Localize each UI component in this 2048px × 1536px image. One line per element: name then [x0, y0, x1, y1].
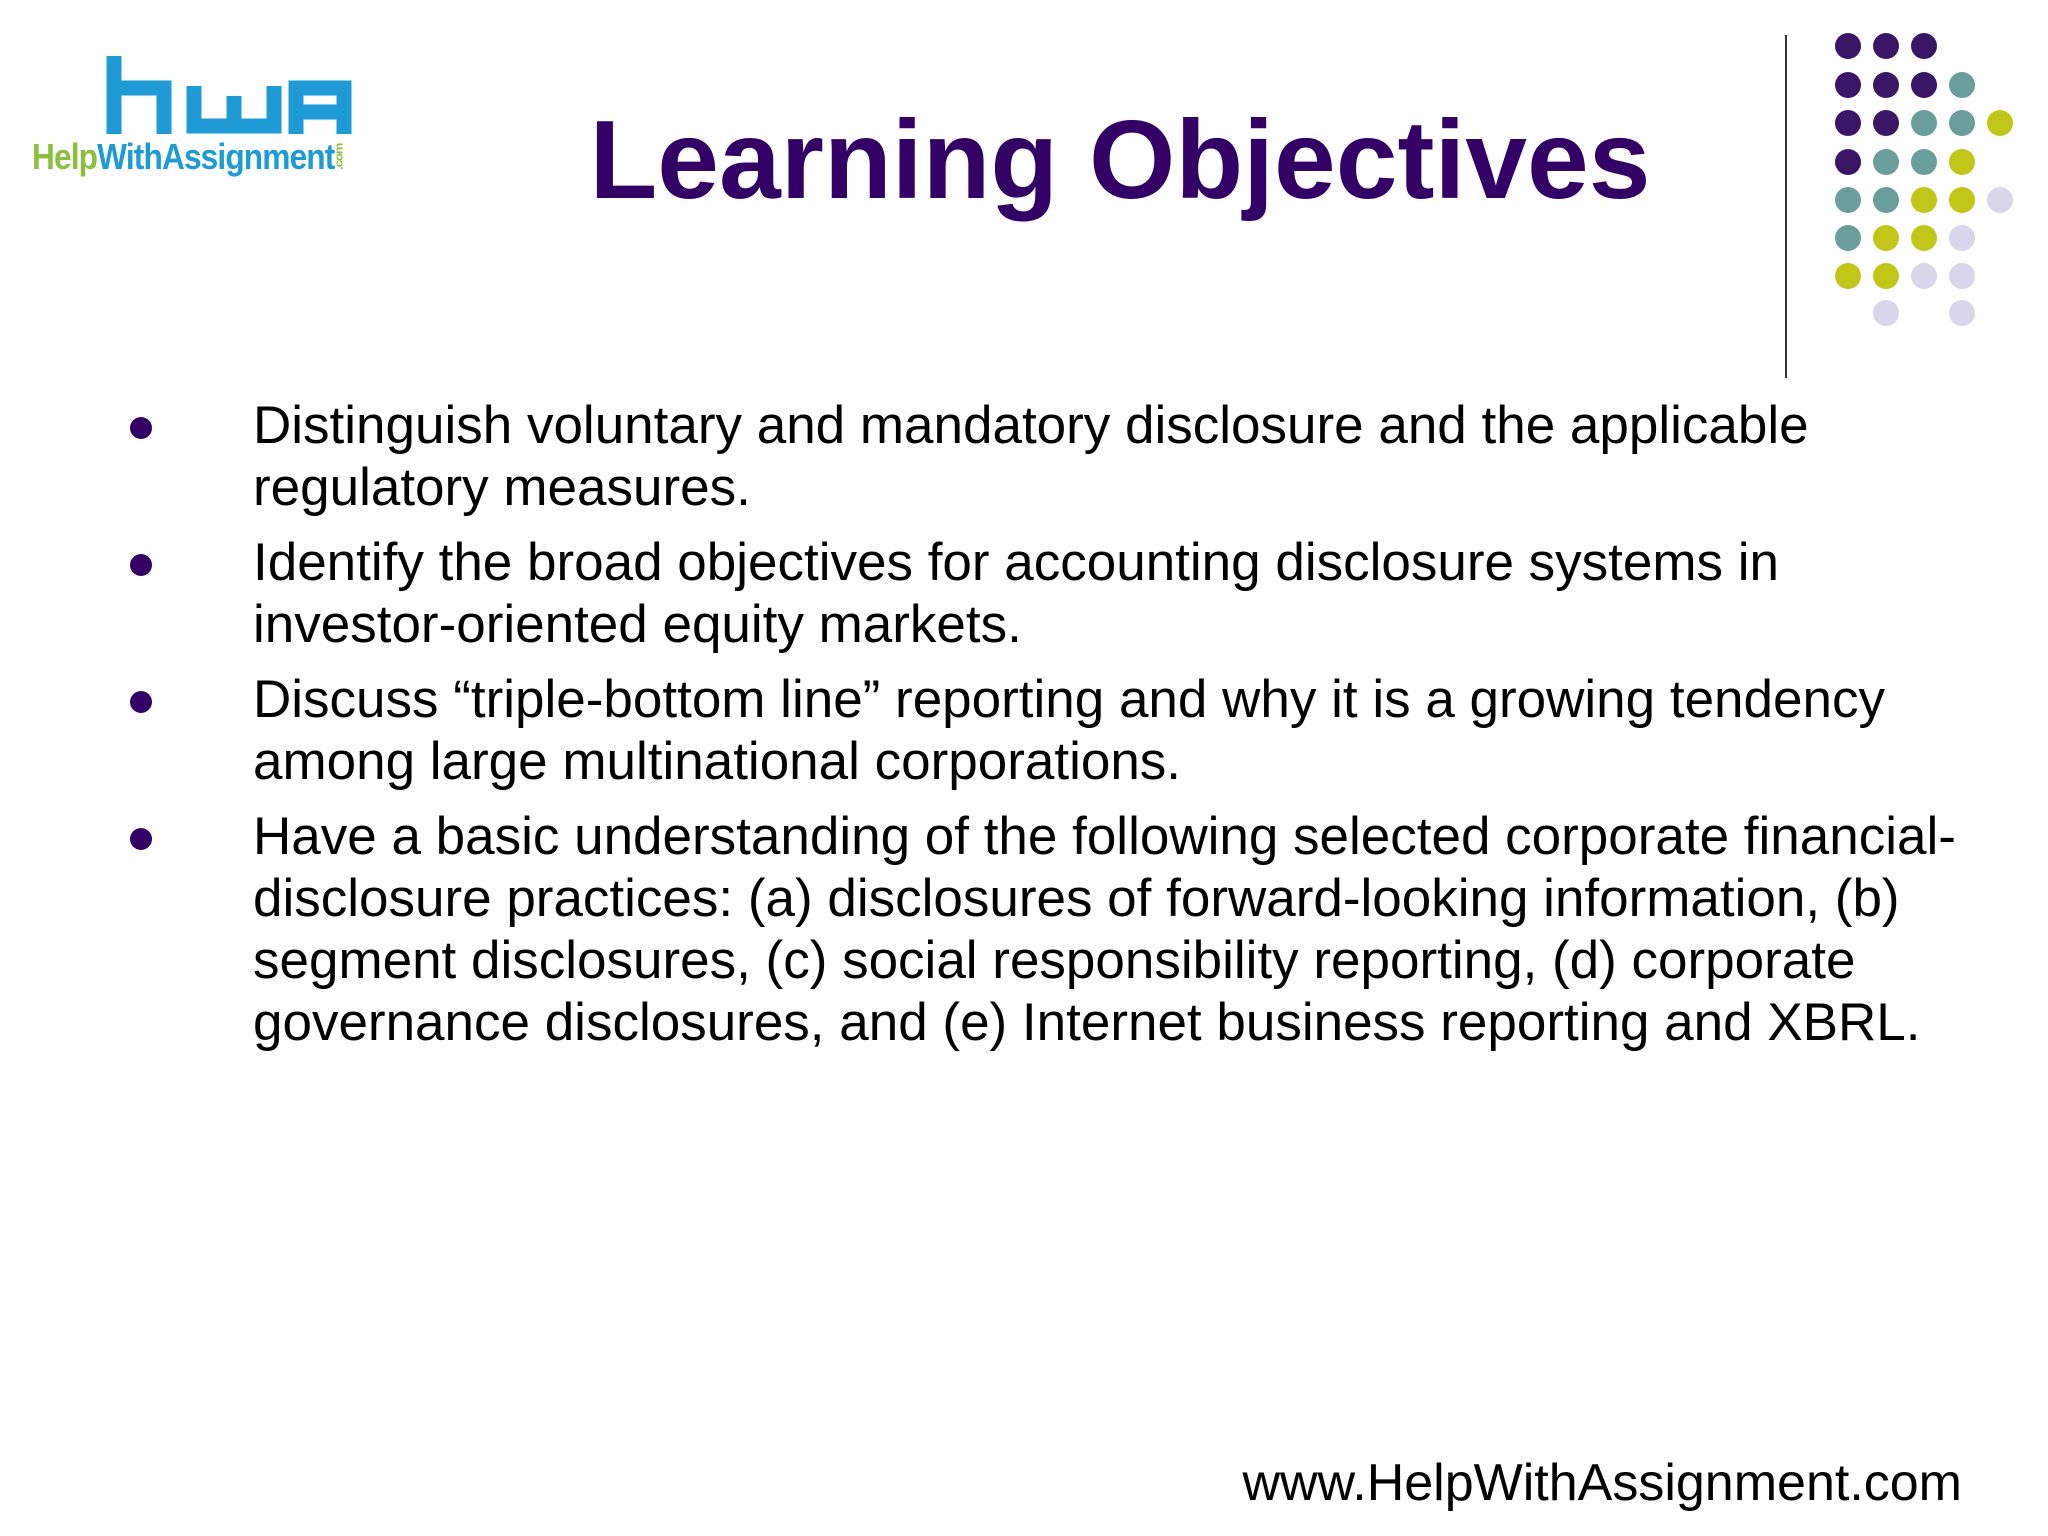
footer-url[interactable]: www.HelpWithAssignment.com [1242, 1454, 1962, 1512]
objective-text: Identify the broad objectives for accounting disclosure systems in investor-oriented equity markets. [253, 533, 1780, 654]
decorative-dot [1949, 263, 1975, 289]
decorative-dot [1911, 187, 1937, 213]
decorative-dot [1873, 300, 1899, 326]
decorative-dot [1873, 110, 1899, 136]
helpwithassignment-logo[interactable] [32, 52, 412, 192]
decorative-dot [1949, 72, 1975, 98]
decorative-dot [1949, 300, 1975, 326]
decorative-dot [1873, 149, 1899, 175]
objective-text: Discuss “triple-bottom line” reporting and why it is a growing tendency among large multinational corporations. [253, 670, 1885, 791]
decorative-dot [1911, 263, 1937, 289]
decorative-dot [1873, 33, 1899, 59]
bullet-dot-icon [130, 417, 152, 439]
decorative-dot [1873, 225, 1899, 251]
objective-text: Distinguish voluntary and mandatory disclosure and the applicable regulatory measures. [253, 396, 1809, 517]
decorative-dot [1911, 149, 1937, 175]
decorative-dot [1835, 225, 1861, 251]
hwa-monogram-logo [104, 56, 354, 136]
objective-item [110, 806, 1990, 1054]
decorative-dot [1987, 110, 2013, 136]
decorative-dot [1873, 187, 1899, 213]
objectives-list [110, 395, 1990, 1067]
slide-title: Learning Objectives [589, 98, 1651, 222]
logo-word-withassignment: WithAssignment [97, 136, 335, 177]
decorative-dot [1949, 149, 1975, 175]
logo-wordmark [32, 136, 358, 178]
decorative-dot [1835, 263, 1861, 289]
decorative-dot [1873, 72, 1899, 98]
decorative-dot [1949, 110, 1975, 136]
decorative-dot [1911, 110, 1937, 136]
decorative-dot [1911, 225, 1937, 251]
logo-word-tld: .com [331, 143, 346, 170]
objective-item [110, 532, 1990, 656]
decorative-dot [1835, 110, 1861, 136]
decorative-dot [1911, 33, 1937, 59]
objective-item [110, 669, 1990, 793]
decorative-dot [1949, 225, 1975, 251]
decorative-dot [1911, 72, 1937, 98]
bullet-dot-icon [130, 691, 152, 713]
decorative-dot [1835, 187, 1861, 213]
objective-text: Have a basic understanding of the following selected corporate financial-disclosure practices: (a) disclosures of forward-looking information, (b) segment disclosures, (c) social responsibility reporting, (d) corporate governance disclosures, and (e) Internet business reporting and XBRL. [253, 807, 1956, 1052]
objective-item [110, 395, 1990, 519]
bullet-dot-icon [130, 828, 152, 850]
decorative-dot [1835, 33, 1861, 59]
title-divider-line [1785, 35, 1787, 378]
decorative-dot [1835, 72, 1861, 98]
logo-word-help: Help [32, 136, 98, 177]
bullet-dot-icon [130, 554, 152, 576]
decorative-dot [1873, 263, 1899, 289]
decorative-dot [1835, 149, 1861, 175]
decorative-dot [1949, 187, 1975, 213]
decorative-dot [1987, 187, 2013, 213]
